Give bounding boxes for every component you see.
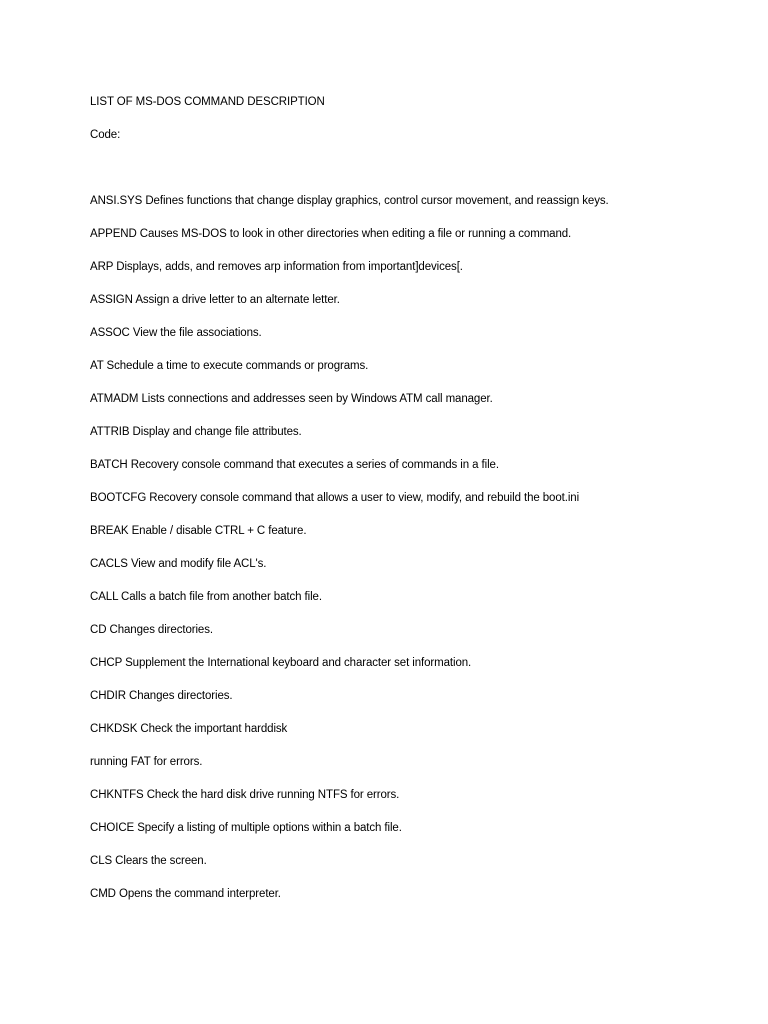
command-line: CD Changes directories.	[90, 624, 213, 636]
command-line: CALL Calls a batch file from another batch file.	[90, 591, 322, 603]
command-line: BREAK Enable / disable CTRL + C feature.	[90, 525, 307, 537]
command-line: ATTRIB Display and change file attributes.	[90, 426, 302, 438]
command-line: CHKNTFS Check the hard disk drive running NTFS for errors.	[90, 789, 400, 801]
command-line: CACLS View and modify file ACL's.	[90, 558, 267, 570]
command-line: ANSI.SYS Defines functions that change display graphics, control cursor movement, and reassign keys.	[90, 195, 609, 207]
command-line: CHKDSK Check the important harddisk	[90, 723, 288, 735]
document-body	[90, 95, 740, 920]
command-list	[90, 194, 740, 901]
command-line: ARP Displays, adds, and removes arp information from important]devices[.	[90, 261, 463, 273]
command-line: CHCP Supplement the International keyboard and character set information.	[90, 657, 472, 669]
command-line: ATMADM Lists connections and addresses seen by Windows ATM call manager.	[90, 393, 493, 405]
document-title: LIST OF MS-DOS COMMAND DESCRIPTION	[90, 96, 325, 108]
command-line: ASSOC View the file associations.	[90, 327, 262, 339]
command-line: CHDIR Changes directories.	[90, 690, 233, 702]
command-line: APPEND Causes MS-DOS to look in other directories when editing a file or running a command.	[90, 228, 572, 240]
command-line: AT Schedule a time to execute commands or programs.	[90, 360, 369, 372]
command-line: CHOICE Specify a listing of multiple options within a batch file.	[90, 822, 402, 834]
command-line: running FAT for errors.	[90, 756, 203, 768]
command-line: CMD Opens the command interpreter.	[90, 888, 281, 900]
command-line: BOOTCFG Recovery console command that allows a user to view, modify, and rebuild the boot.ini	[90, 492, 580, 504]
code-label: Code:	[90, 129, 121, 141]
command-line: CLS Clears the screen.	[90, 855, 207, 867]
command-line: ASSIGN Assign a drive letter to an alternate letter.	[90, 294, 340, 306]
command-line: BATCH Recovery console command that executes a series of commands in a file.	[90, 459, 499, 471]
